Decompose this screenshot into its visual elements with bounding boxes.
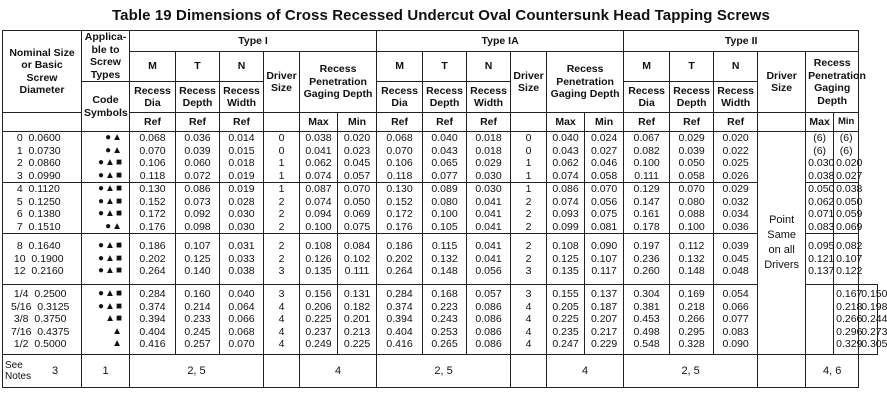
t1-m-header: M: [130, 52, 176, 82]
t1a-recess-pen-header: Recess Penetration Gaging Depth: [547, 52, 624, 113]
cell: 0.040 0.064 0.066 0.068 0.070: [220, 285, 264, 355]
cell: 0.086 0.073 0.092 0.098: [176, 183, 220, 234]
cell: 0.030 0.041 0.041 0.041: [467, 183, 511, 234]
t1-recess-dia-header: Recess Dia: [130, 82, 176, 113]
cell: 0.054 0.066 0.077 0.083 0.090: [714, 285, 758, 355]
t1a-driver-size-header: Driver Size: [511, 52, 547, 113]
cell: 0.087 0.074 0.094 0.100: [300, 183, 338, 234]
cell: 2 2 3: [511, 234, 547, 285]
cell: 0.038 0.041 0.062 0.074: [300, 132, 338, 183]
cell: 0.095 0.121 0.137: [806, 234, 834, 285]
note-t1a-pen: 4: [547, 355, 624, 388]
see-notes-label: See Notes: [5, 360, 32, 382]
note-nominal: 3: [51, 364, 59, 377]
ref-label: Ref: [423, 113, 467, 132]
ref-label: Ref: [714, 113, 758, 132]
t1-t-header: T: [176, 52, 220, 82]
min-label: Min: [834, 113, 859, 132]
cell: 0.070 0.080 0.088 0.100: [670, 183, 714, 234]
ref-label: Ref: [130, 113, 176, 132]
cell: 0 0 1 1: [511, 132, 547, 183]
cell: 0.070 0.050 0.069 0.075: [338, 183, 377, 234]
cell: 0.155 0.205 0.225 0.235 0.247: [547, 285, 585, 355]
cell: 0.304 0.381 0.453 0.498 0.548: [624, 285, 670, 355]
ref-label: Ref: [220, 113, 264, 132]
t2-n-header: N: [714, 52, 758, 82]
cell: 0.130 0.152 0.172 0.176: [377, 183, 423, 234]
cell: 0.020 0.023 0.045 0.057: [338, 132, 377, 183]
cell: 0.068 0.070 0.106 0.118: [377, 132, 423, 183]
ref-label: Ref: [176, 113, 220, 132]
cell: 0.284 0.374 0.394 0.404 0.416: [130, 285, 176, 355]
note-t1a: 2, 5: [377, 355, 511, 388]
nominal-blank: [3, 113, 82, 132]
max-label: Max: [300, 113, 338, 132]
type2-header: Type II: [624, 31, 859, 52]
symbol-cell: ●▲■ ●▲■ ▲■ ▲ ▲: [82, 285, 130, 355]
note-t1-pen: 4: [300, 355, 377, 388]
table-row-group: [3, 234, 878, 285]
t1a-t-header: T: [423, 52, 467, 82]
cell: 0.019 0.028 0.030 0.030: [220, 183, 264, 234]
cell: 0.186 0.202 0.264: [130, 234, 176, 285]
t1-driver-size-header: Driver Size: [264, 52, 300, 113]
cell: 0.036 0.039 0.060 0.072: [176, 132, 220, 183]
cell: 0.108 0.125 0.135: [547, 234, 585, 285]
type1a-header: Type IA: [377, 31, 624, 52]
cell: 0.024 0.027 0.046 0.058: [585, 132, 624, 183]
symbol-cell: ●▲■ ●▲■ ●▲■ ●▲: [82, 183, 130, 234]
table-row-group: [3, 132, 878, 183]
cell: (6) (6) 0.030 0.038: [806, 132, 834, 183]
table-row-group: [3, 285, 878, 355]
cell: 1 2 2 2: [511, 183, 547, 234]
symbol-cell: ●▲ ●▲ ●▲■ ●▲■: [82, 132, 130, 183]
ref-label: Ref: [624, 113, 670, 132]
note-t2: 2, 5: [624, 355, 758, 388]
cell: 0.068 0.070 0.106 0.118: [130, 132, 176, 183]
cell: 0.084 0.102 0.111: [338, 234, 377, 285]
cell: 0.137 0.187 0.207 0.217 0.229: [585, 285, 624, 355]
cell: 0.031 0.033 0.038: [220, 234, 264, 285]
note-t1a-driver-blank: [511, 355, 547, 388]
symbol-cell: ●▲■ ●▲■ ●▲■: [82, 234, 130, 285]
ref-label: Ref: [467, 113, 511, 132]
cell: 0.057 0.086 0.086 0.086 0.086: [467, 285, 511, 355]
cell: 0.168 0.223 0.243 0.253 0.265: [423, 285, 467, 355]
t1-recess-depth-header: Recess Depth: [176, 82, 220, 113]
cell: 0.082 0.107 0.122: [834, 234, 859, 285]
cell: 0.129 0.147 0.161 0.178: [624, 183, 670, 234]
t2-driver-blank: [758, 113, 806, 132]
notes-row: [3, 355, 878, 388]
cell: 0.090 0.107 0.117: [585, 234, 624, 285]
cell: 0.089 0.080 0.100 0.105: [423, 183, 467, 234]
t2-recess-depth-header: Recess Depth: [670, 82, 714, 113]
t1-recess-width-header: Recess Width: [220, 82, 264, 113]
cell: 0.018 0.018 0.029 0.030: [467, 132, 511, 183]
cell: 0.107 0.125 0.140: [176, 234, 220, 285]
min-label: Min: [585, 113, 624, 132]
note-applicable: 1: [82, 355, 130, 388]
cell: 0.020 0.022 0.025 0.026: [714, 132, 758, 183]
t2-driver-blank: [806, 285, 834, 355]
cell: (6) (6) 0.020 0.027: [834, 132, 859, 183]
note-t1-driver-blank: [264, 355, 300, 388]
cell: 0 0 1 1: [264, 132, 300, 183]
size-cell: 4 0.1120 5 0.1250 6 0.1380 7 0.1510: [3, 183, 82, 234]
cell: 0.067 0.082 0.100 0.111: [624, 132, 670, 183]
cell: 0.197 0.236 0.260: [624, 234, 670, 285]
t1a-recess-dia-header: Recess Dia: [377, 82, 423, 113]
t1a-recess-depth-header: Recess Depth: [423, 82, 467, 113]
max-label: Max: [806, 113, 834, 132]
cell: 0.014 0.015 0.018 0.019: [220, 132, 264, 183]
cell: 0.284 0.374 0.394 0.404 0.416: [377, 285, 423, 355]
note-t1: 2, 5: [130, 355, 264, 388]
t1-driver-blank: [264, 113, 300, 132]
max-label: Max: [547, 113, 585, 132]
page-title: Table 19 Dimensions of Cross Recessed Undercut Oval Countersunk Head Tapping Screws: [112, 7, 770, 24]
cell: 0.029 0.039 0.050 0.058: [670, 132, 714, 183]
cell: 0.029 0.032 0.034 0.036: [714, 183, 758, 234]
size-cell: 1/4 0.2500 5/16 0.3125 3/8 0.3750 7/16 0.4375 1/2 0.5000: [3, 285, 82, 355]
cell: 3 4 4 4 4: [511, 285, 547, 355]
cell: 0.167 0.218 0.266 0.296 0.329: [834, 285, 859, 355]
note-t2-driver-blank: [758, 355, 806, 388]
cell: 0.186 0.202 0.264: [377, 234, 423, 285]
t2-recess-width-header: Recess Width: [714, 82, 758, 113]
t1a-n-header: N: [467, 52, 511, 82]
size-cell: 8 0.1640 10 0.1900 12 0.2160: [3, 234, 82, 285]
cell: 0.040 0.043 0.065 0.077: [423, 132, 467, 183]
cell: 1 2 2 2: [264, 183, 300, 234]
point-same-note: Point Same on all Drivers: [758, 132, 806, 355]
min-label: Min: [338, 113, 377, 132]
nominal-size-header: Nominal Size or Basic Screw Diameter: [3, 31, 82, 113]
t2-recess-dia-header: Recess Dia: [624, 82, 670, 113]
cell: 0.150 0.198 0.244 0.273 0.305: [859, 285, 878, 355]
dimensions-table: [2, 30, 887, 388]
cell: 0.050 0.062 0.071 0.083: [806, 183, 834, 234]
note-t2-pen: 4, 6: [806, 355, 859, 388]
t1a-m-header: M: [377, 52, 423, 82]
t2-driver-size-header: Driver Size: [758, 52, 806, 113]
cell: 0.041 0.041 0.056: [467, 234, 511, 285]
t2-recess-pen-header: Recess Penetration Gaging Depth: [806, 52, 859, 113]
cell: 3 4 4 4 4: [264, 285, 300, 355]
cell: 0.160 0.214 0.233 0.245 0.257: [176, 285, 220, 355]
t2-t-header: T: [670, 52, 714, 82]
type1-header: Type I: [130, 31, 377, 52]
cell: 0.040 0.043 0.062 0.074: [547, 132, 585, 183]
t1-recess-pen-header: Recess Penetration Gaging Depth: [300, 52, 377, 113]
t2-m-header: M: [624, 52, 670, 82]
cell: 0.112 0.132 0.148: [670, 234, 714, 285]
t1a-recess-width-header: Recess Width: [467, 82, 511, 113]
cell: 0.108 0.126 0.135: [300, 234, 338, 285]
cell: 2 2 3: [264, 234, 300, 285]
cell: 0.115 0.132 0.148: [423, 234, 467, 285]
table-row-group: [3, 183, 878, 234]
applicable-header: Applica-ble to Screw Types: [82, 31, 130, 82]
cell: 0.156 0.206 0.225 0.237 0.249: [300, 285, 338, 355]
cell: 0.086 0.074 0.093 0.099: [547, 183, 585, 234]
ref-label: Ref: [377, 113, 423, 132]
cell: 0.130 0.152 0.172 0.176: [130, 183, 176, 234]
cell: 0.039 0.045 0.048: [714, 234, 758, 285]
t1a-driver-blank: [511, 113, 547, 132]
cell: 0.038 0.050 0.059 0.069: [834, 183, 859, 234]
cell: 0.131 0.182 0.201 0.213 0.225: [338, 285, 377, 355]
t1-n-header: N: [220, 52, 264, 82]
code-symbols-header: Code Symbols: [82, 82, 130, 132]
cell: 0.070 0.056 0.075 0.081: [585, 183, 624, 234]
cell: 0.169 0.218 0.266 0.295 0.328: [670, 285, 714, 355]
size-cell: 0 0.0600 1 0.0730 2 0.0860 3 0.0990: [3, 132, 82, 183]
ref-label: Ref: [670, 113, 714, 132]
